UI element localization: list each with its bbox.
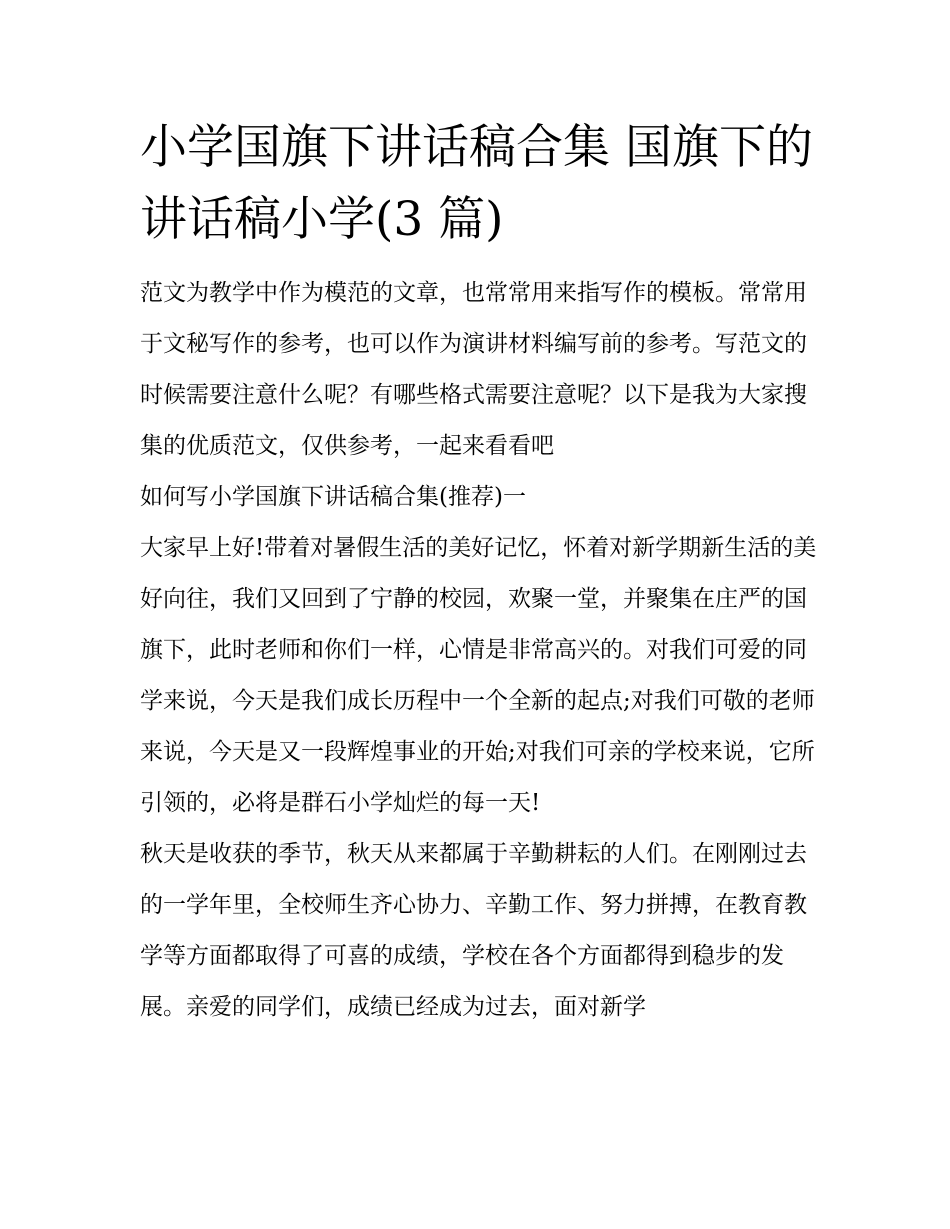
paragraph-section-heading: 如何写小学国旗下讲话稿合集(推荐)一: [140, 484, 526, 510]
document-body: [140, 268, 820, 1033]
paragraph-autumn: 秋天是收获的季节，秋天从来都属于辛勤耕耘的人们。在刚刚过去的一学年里，全校师生齐心协力、辛勤工作、努力拼搏，在教育教学等方面都取得了可喜的成绩，学校在各个方面都得到稳步的发展。亲爱的同学们，成绩已经成为过去，面对新学: [140, 841, 807, 1020]
paragraph-greeting: 大家早上好!带着对暑假生活的美好记忆，怀着对新学期新生活的美好向往，我们又回到了宁静的校园，欢聚一堂，并聚集在庄严的国旗下，此时老师和你们一样，心情是非常高兴的。对我们可爱的同学来说，今天是我们成长历程中一个全新的起点;对我们可敬的老师来说，今天是又一段辉煌事业的开始;对我们可亲的学校来说，它所引领的，必将是群石小学灿烂的每一天!: [140, 535, 817, 816]
document-title: 小学国旗下讲话稿合集 国旗下的讲话稿小学(3 篇): [140, 120, 813, 247]
paragraph-intro: 范文为教学中作为模范的文章，也常常用来指写作的模板。常常用于文秘写作的参考，也可以作为演讲材料编写前的参考。写范文的时候需要注意什么呢？有哪些格式需要注意呢？以下是我为大家搜集的优质范文，仅供参考，一起来看看吧: [140, 280, 807, 459]
document-page: [140, 112, 820, 1033]
